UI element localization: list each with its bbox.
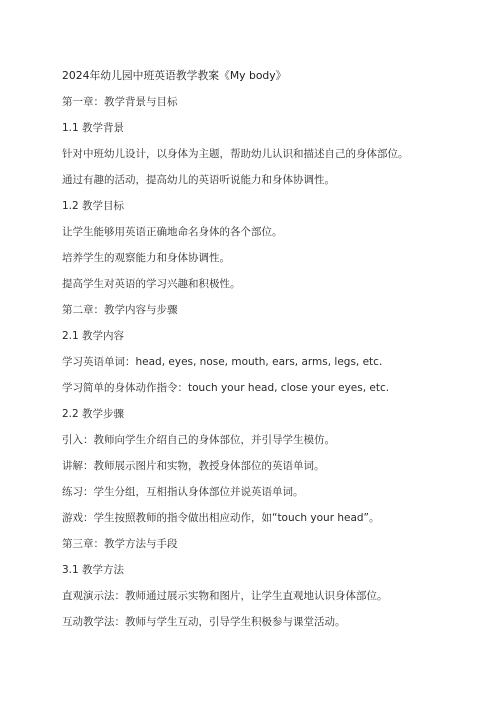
chapter-3-heading: 第三章：教学方法与手段 — [62, 538, 178, 550]
section-2-2-heading: 2.2 教学步骤 — [62, 408, 125, 420]
section-1-1-heading: 1.1 教学背景 — [62, 122, 125, 134]
paragraph: 游戏：学生按照教师的指令做出相应动作，如“touch your head”。 — [62, 512, 380, 524]
paragraph: 学习简单的身体动作指令：touch your head, close your eyes, etc. — [62, 382, 390, 394]
paragraph: 讲解：教师展示图片和实物，教授身体部位的英语单词。 — [62, 460, 325, 472]
section-2-1-heading: 2.1 教学内容 — [62, 330, 125, 342]
paragraph: 直观演示法：教师通过展示实物和图片，让学生直观地认识身体部位。 — [62, 590, 388, 602]
paragraph: 学习英语单词：head, eyes, nose, mouth, ears, arms, legs, etc. — [62, 356, 383, 368]
paragraph: 引入：教师向学生介绍自己的身体部位，并引导学生模仿。 — [62, 434, 335, 446]
paragraph: 练习：学生分组，互相指认身体部位并说英语单词。 — [62, 486, 304, 498]
paragraph: 互动教学法：教师与学生互动，引导学生积极参与课堂活动。 — [62, 616, 346, 628]
paragraph: 通过有趣的活动，提高幼儿的英语听说能力和身体协调性。 — [62, 174, 335, 186]
chapter-1-heading: 第一章：教学背景与目标 — [62, 96, 178, 108]
paragraph: 针对中班幼儿设计，以身体为主题，帮助幼儿认识和描述自己的身体部位。 — [62, 148, 409, 160]
paragraph: 让学生能够用英语正确地命名身体的各个部位。 — [62, 226, 283, 238]
section-3-1-heading: 3.1 教学方法 — [62, 564, 125, 576]
paragraph: 培养学生的观察能力和身体协调性。 — [62, 252, 230, 264]
document-title: 2024年幼儿园中班英语教学教案《My body》 — [62, 69, 287, 82]
chapter-2-heading: 第二章：教学内容与步骤 — [62, 304, 178, 316]
paragraph: 提高学生对英语的学习兴趣和积极性。 — [62, 278, 241, 290]
section-1-2-heading: 1.2 教学目标 — [62, 200, 125, 212]
